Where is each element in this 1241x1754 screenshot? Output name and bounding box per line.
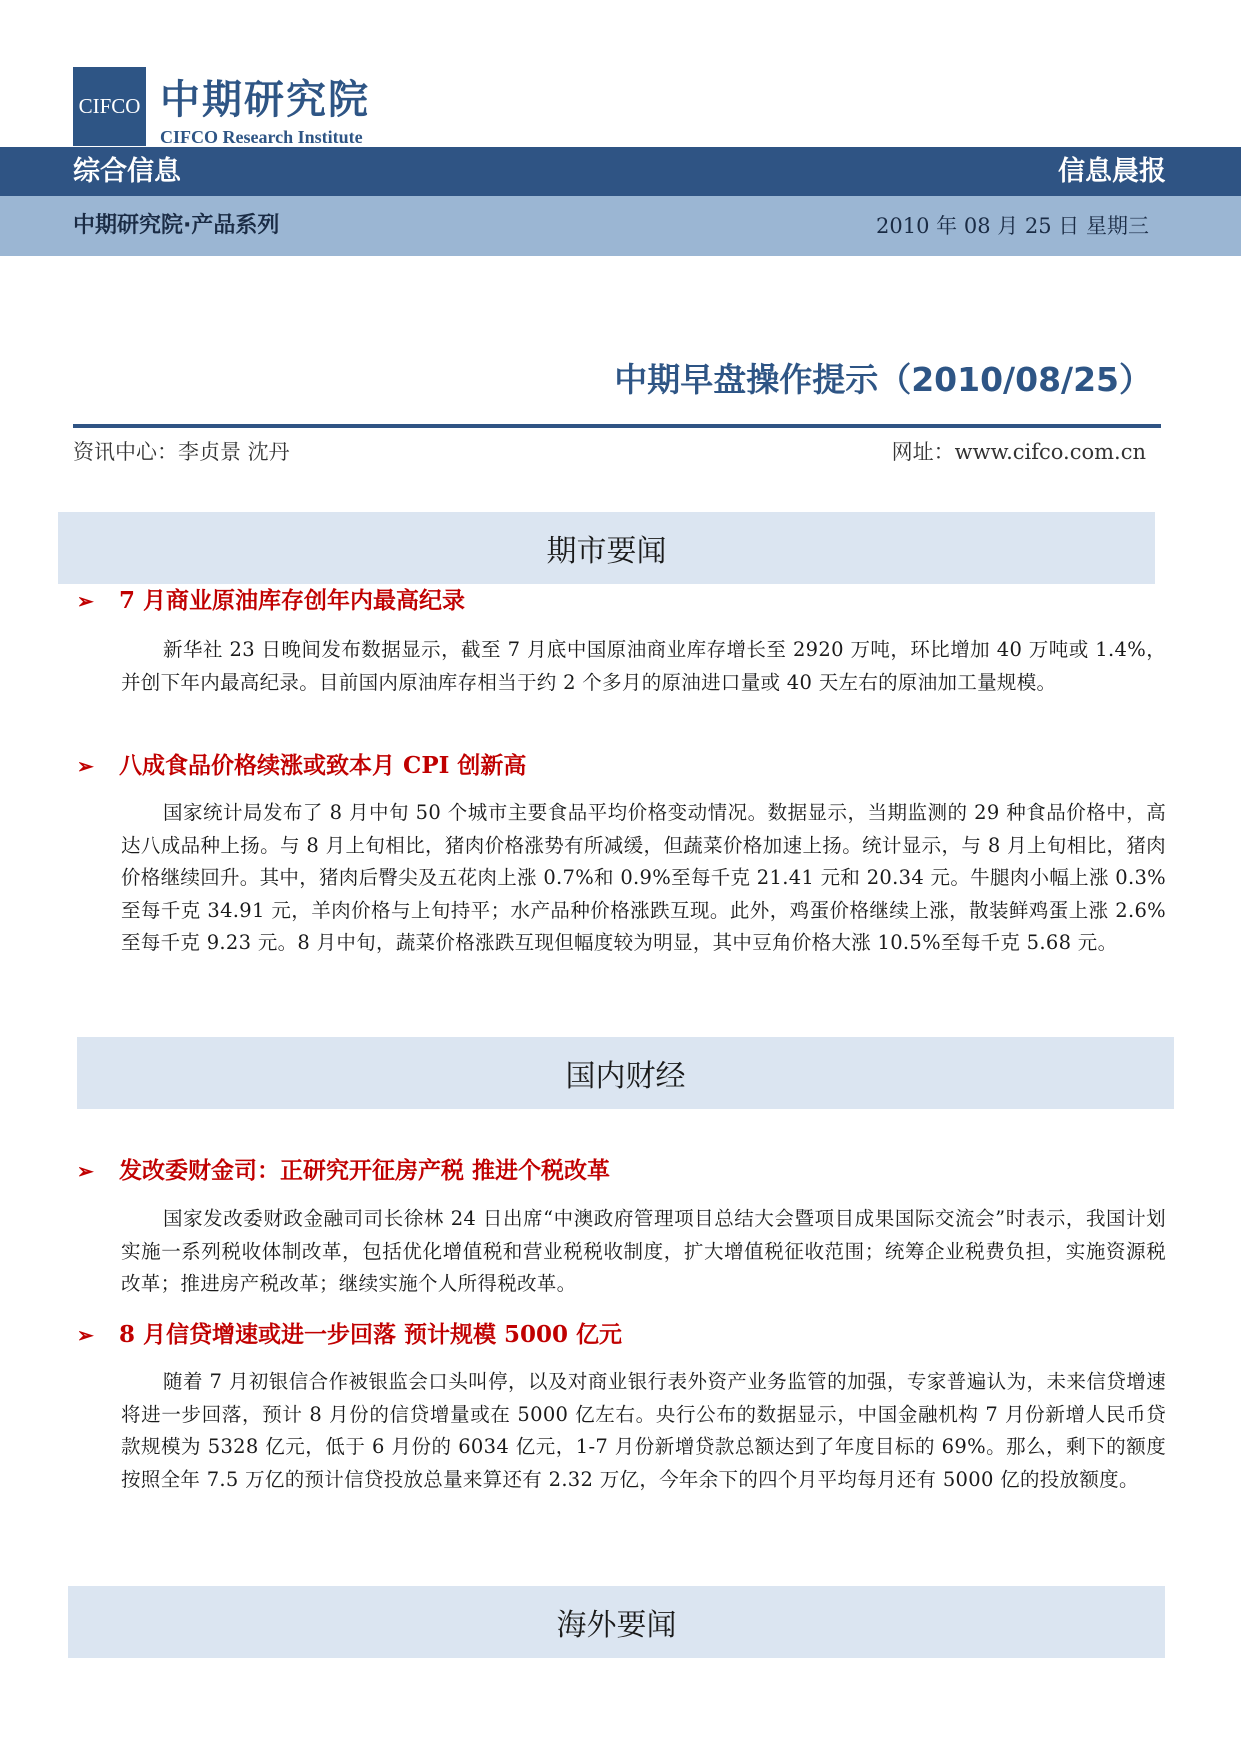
product-series: 中期研究院·产品系列 <box>73 213 280 238</box>
report-date: 2010 年 08 月 25 日 星期三 <box>876 214 1149 238</box>
arrow-bullet-icon: ➢ <box>77 1159 94 1183</box>
section-title-futures-news: 期市要闻 <box>58 512 1155 584</box>
section-title-domestic-finance: 国内财经 <box>77 1037 1174 1109</box>
news-headline <box>77 1319 1167 1351</box>
report-category: 综合信息 <box>73 156 181 187</box>
header-bar <box>0 147 1241 196</box>
news-headline <box>77 1155 1167 1187</box>
logo-name-en: CIFCO Research Institute <box>160 127 363 147</box>
headline-text: 8 月信贷增速或进一步回落 预计规模 5000 亿元 <box>119 1321 623 1348</box>
report-title: 中期早盘操作提示（2010/08/25） <box>614 360 1152 399</box>
arrow-bullet-icon: ➢ <box>77 754 94 778</box>
title-divider <box>73 424 1161 428</box>
section-title-overseas-news: 海外要闻 <box>68 1586 1165 1658</box>
subheader-bar <box>0 196 1241 256</box>
headline-text: 7 月商业原油库存创年内最高纪录 <box>119 587 466 614</box>
arrow-bullet-icon: ➢ <box>77 589 94 613</box>
news-body: 新华社 23 日晚间发布数据显示，截至 7 月底中国原油商业库存增长至 2920 万吨，环比增加 40 万吨或 1.4%，并创下年内最高纪录。目前国内原油库存相当于约 2 个多月的原油进口量或 40 天左右的原油加工量规模。 <box>121 638 1166 694</box>
report-type: 信息晨报 <box>1058 156 1166 187</box>
news-body: 国家统计局发布了 8 月中旬 50 个城市主要食品平均价格变动情况。数据显示，当期监测的 29 种食品价格中，高达八成品种上扬。与 8 月上旬相比，猪肉价格涨势有所减缓，但蔬菜价格加速上扬。统计显示，与 8 月上旬相比，猪肉价格继续回升。其中，猪肉后臀尖及五花肉上涨 0.7%和 0.9%至每千克 21.41 元和 20.34 元。牛腿肉小幅上涨 0.3%至每千克 34.91 元，羊肉价格与上旬持平；水产品种价格涨跌互现。此外，鸡蛋价格继续上涨，散装鲜鸡蛋上涨 2.6%至每千克 9.23 元。8 月中旬，蔬菜价格涨跌互现但幅度较为明显，其中豆角价格大涨 10.5%至每千克 5.68 元。 <box>121 801 1166 954</box>
logo-name-cn: 中期研究院 <box>160 77 370 123</box>
cifco-logo-mark: CIFCO <box>73 67 146 146</box>
news-body: 国家发改委财政金融司司长徐林 24 日出席“中澳政府管理项目总结大会暨项目成果国际交流会”时表示，我国计划实施一系列税收体制改革，包括优化增值税和营业税税收制度，扩大增值税征收范围；统筹企业税费负担，实施资源税改革；推进房产税改革；继续实施个人所得税改革。 <box>121 1207 1166 1295</box>
news-body: 随着 7 月初银信合作被银监会口头叫停，以及对商业银行表外资产业务监管的加强，专家普遍认为，未来信贷增速将进一步回落，预计 8 月份的信贷增量或在 5000 亿左右。央行公布的数据显示，中国金融机构 7 月份新增人民币贷款规模为 5328 亿元，低于 6 月份的 6034 亿元，1-7 月份新增贷款总额达到了年度目标的 69%。那么，剩下的额度按照全年 7.5 万亿的预计信贷投放总量来算还有 2.32 万亿，今年余下的四个月平均每月还有 5000 亿的投放额度。 <box>121 1370 1166 1491</box>
report-authors: 资讯中心：李贞景 沈丹 <box>73 440 290 464</box>
headline-text: 发改委财金司：正研究开征房产税 推进个税改革 <box>119 1157 611 1184</box>
arrow-bullet-icon: ➢ <box>77 1323 94 1347</box>
report-website[interactable]: 网址：www.cifco.com.cn <box>891 440 1146 464</box>
headline-text: 八成食品价格续涨或致本月 CPI 创新高 <box>119 752 527 779</box>
news-headline <box>77 750 1167 782</box>
news-headline <box>77 585 1167 617</box>
